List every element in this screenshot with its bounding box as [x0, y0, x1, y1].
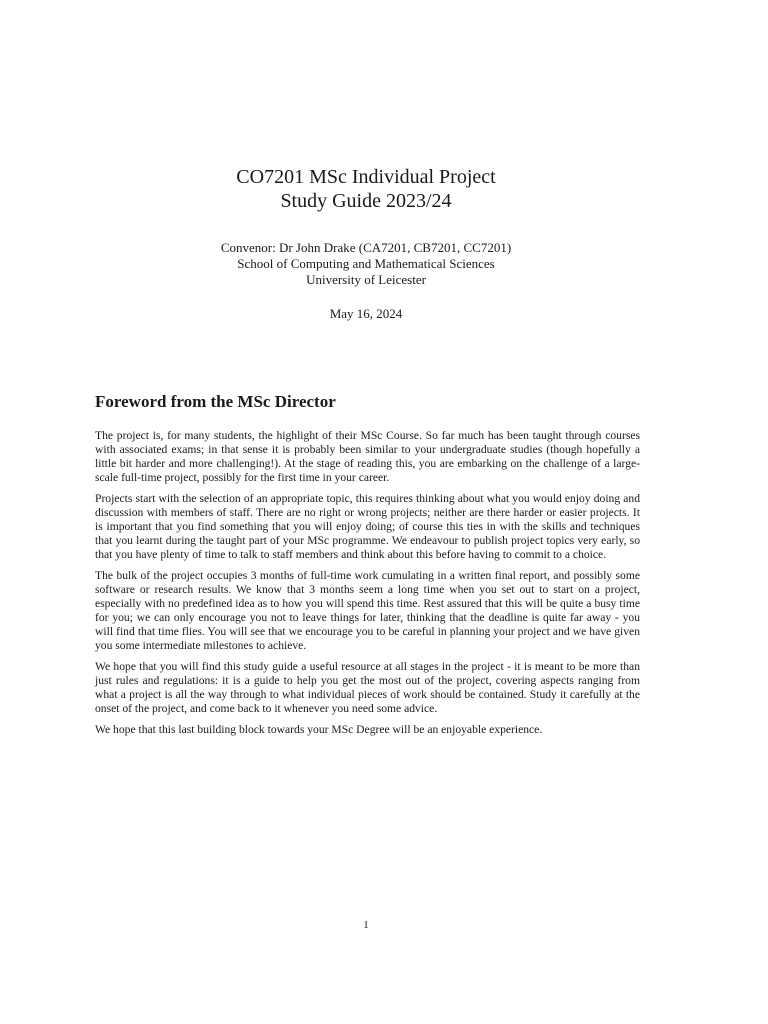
author-block	[0, 240, 732, 288]
university-line: University of Leicester	[306, 272, 426, 287]
title-block	[0, 165, 732, 213]
school-line: School of Computing and Mathematical Sciences	[237, 256, 495, 271]
paragraph: The project is, for many students, the highlight of their MSc Course. So far much has been taught through courses with associated exams; in that sense it is probably been similar to your undergraduate studies (though hopefully a little bit harder and more challenging!). At the stage of reading this, you are embarking on the challenge of a large-scale full-time project, possibly for the first time in your career.	[95, 429, 640, 484]
section-heading: Foreword from the MSc Director	[95, 392, 336, 411]
convenor-line: Convenor: Dr John Drake (CA7201, CB7201, CC7201)	[220, 240, 512, 255]
paragraph: We hope that you will find this study guide a useful resource at all stages in the project - it is meant to be more than just rules and regulations: it is a guide to help you get the most out of the project, covering aspects ranging from what a project is all the way through to what individual pieces of work should be contained. Study it carefully at the onset of the project, and come back to it whenever you need some advice.	[95, 660, 640, 715]
page-number: 1	[363, 919, 369, 931]
document-subtitle: Study Guide 2023/24	[280, 190, 452, 212]
document-date: May 16, 2024	[329, 306, 403, 321]
paragraph: Projects start with the selection of an appropriate topic, this requires thinking about what you would enjoy doing and discussion with members of staff. There are no right or wrong projects; neither are there harder or easier projects. It is important that you find something that you will enjoy doing; of course this ties in with the skills and techniques that you learnt during the taught part of your MSc programme. We endeavour to publish project topics very early, so that you have plenty of time to talk to staff members and think about this before having to commit to a choice.	[95, 492, 640, 561]
paragraph: The bulk of the project occupies 3 months of full-time work cumulating in a written final report, and possibly some software or research results. We know that 3 months seem a long time when you set out to start on a project, especially with no predefined idea as to how you will spend this time. Rest assured that this will be quite a busy time for you; we can only encourage you not to leave things for later, thinking that the deadline is quite far away - you will find that time flies. You will see that we encourage you to be careful in planning your project and we have given you some intermediate milestones to achieve.	[95, 569, 640, 652]
document-title: CO7201 MSc Individual Project	[236, 166, 496, 188]
foreword-section	[95, 391, 640, 744]
paragraph: We hope that this last building block towards your MSc Degree will be an enjoyable experience.	[95, 723, 543, 736]
